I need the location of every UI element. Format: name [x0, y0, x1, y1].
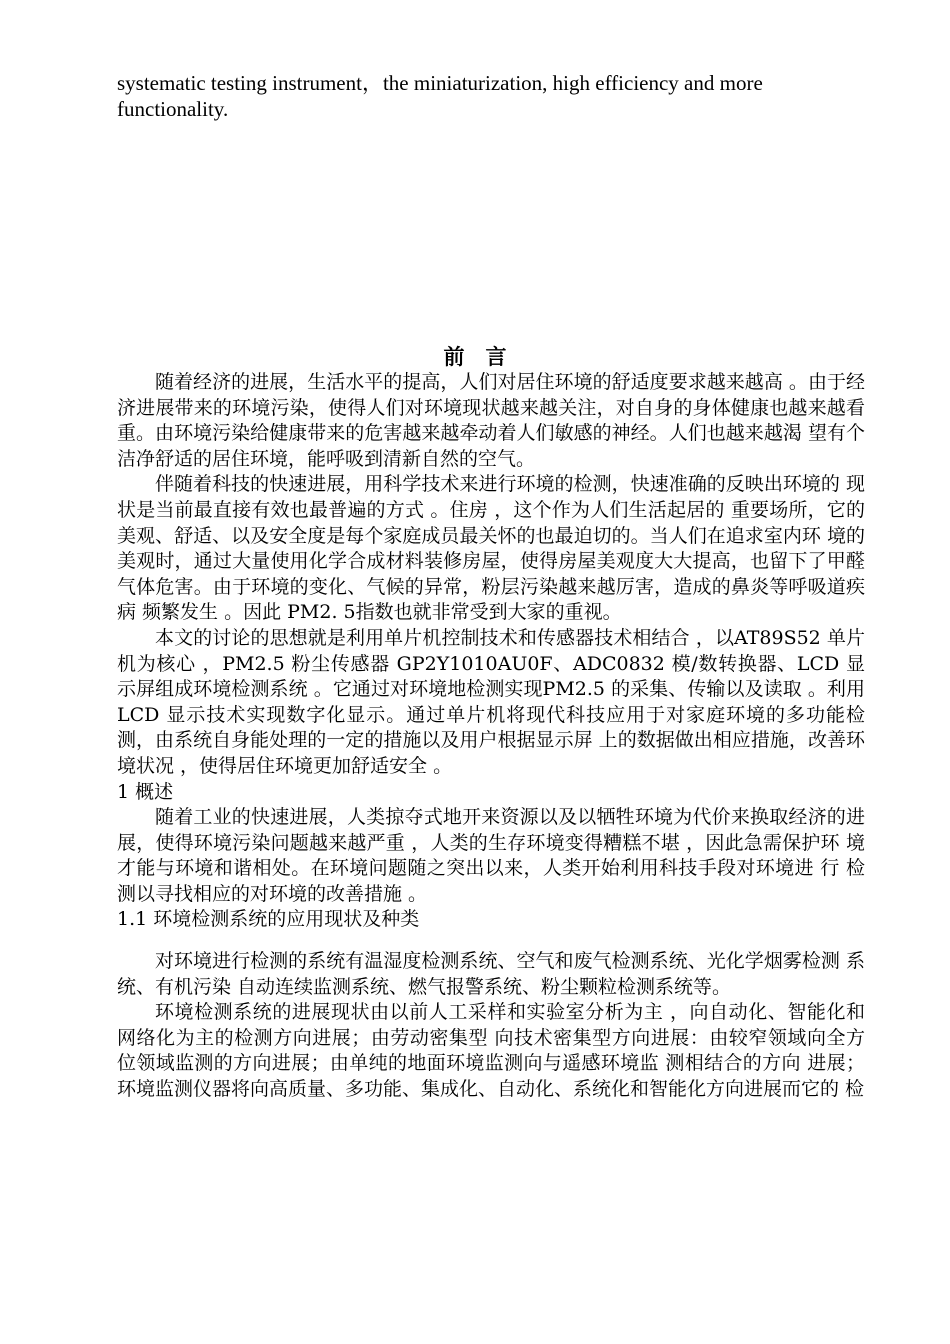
subsection-paragraph-1: 对环境进行检测的系统有温湿度检测系统、空气和废气检测系统、光化学烟雾检测 系统、有机污染 自动连续监测系统、燃气报警系统、粉尘颗粒检测系统等。 [117, 950, 865, 998]
preface-paragraph-1: 随着经济的进展，生活水平的提高，人们对居住环境的舒适度要求越来越高 。由于经济进展带来的环境污染，使得人们对环境现状越来越关注，对自身的身体健康也越来越看重。由环境污染给健康带来的危害越来越牵动着人们敏感的神经。人们也越来越渴 望有个洁净舒适的居住环境，能呼吸到清新自然的空气。 [117, 371, 865, 470]
preface-section [117, 370, 865, 1103]
preface-paragraph-3: 本文的讨论的思想就是利用单片机控制技术和传感器技术相结合 ，以AT89S52 单片机为核心 ，PM2.5 粉尘传感器 GP2Y1010AU0F、ADC0832 模/数转换器、LCD 显示屏组成环境检测系统 。它通过对环境地检测实现PM2.5 的采集、传输以及读取 。利用 LCD 显示技术实现数字化显示。通过单片机将现代科技应用于对家庭环境的多功能检测，由系统自身能处理的一定的措施以及用户根据显示屏 上的数据做出相应措施，改善环境状况 ，使得居住环境更加舒适安全 。 [117, 626, 865, 777]
preface-title: 前 言 [443, 344, 507, 369]
subsection-paragraph-2: 环境检测系统的进展现状由以前人工采样和实验室分析为主 ，向自动化、智能化和 网络化为主的检测方向进展；由劳动密集型 向技术密集型方向进展：由较窄领域向全方 位领域监测的方向进展；由单纯的地面环境监测向与遥感环境监 测相结合的方向 进展； 环境监测仪器将向高质量、多功能、集成化、自动化、系统化和智能化方向进展而它的 检 [117, 1001, 865, 1101]
abstract-tail-text: systematic testing instrument，the miniaturization, high efficiency and more functionality. [117, 71, 763, 121]
preface-paragraph-2: 伴随着科技的快速进展，用科学技术来进行环境的检测，快速准确的反映出环境的 现状是当前最直接有效也最普遍的方式 。住房 ，这个作为人们生活起居的 重要场所，它的美观、舒适、以及安全度是每个家庭成员最关怀的也最迫切的。当人们在追求室内环 境的美观时，通过大量使用化学合成材料装修房屋，使得房屋美观度大大提高，也留下了甲醛气体危害。由于环境的变化、气候的异常，粉层污染越来越厉害，造成的鼻炎等呼吸道疾病 频繁发生 。因此 PM2. 5指数也就非常受到大家的重视。 [117, 473, 865, 624]
spacer [117, 933, 865, 949]
overview-heading: 1 概述 [117, 780, 174, 803]
overview-paragraph: 随着工业的快速进展，人类掠夺式地开来资源以及以牺牲环境为代价来换取经济的进展，使得环境污染问题越来越严重 ，人类的生存环境变得糟糕不堪 ，因此急需保护环 境才能与环境和谐相处。在环境问题随之突出以来，人类开始利用科技手段对环境进 行 检测以寻找相应的对环境的改善措施 。 [117, 806, 865, 905]
subsection-heading: 1.1 环境检测系统的应用现状及种类 [117, 908, 420, 931]
